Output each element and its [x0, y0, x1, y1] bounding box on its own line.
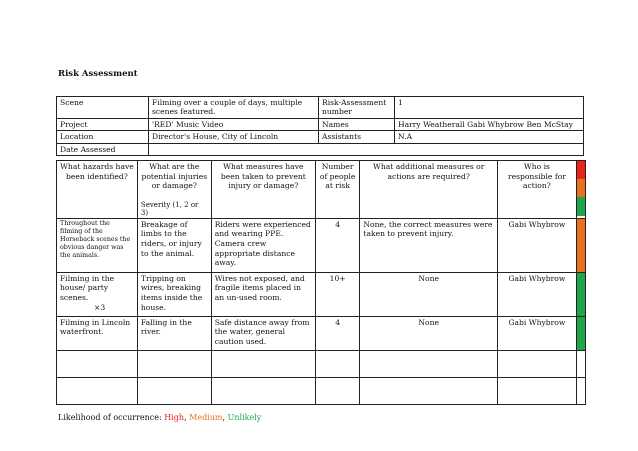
row-measures: Riders were experienced and wearing PPE. Camera crew appropriate distance away.: [211, 218, 315, 272]
row-number: 4: [315, 218, 360, 272]
empty-cell: [360, 350, 498, 377]
risk-band-high: [577, 161, 585, 179]
header-additional: What additional measures or actions are required?: [360, 161, 498, 219]
header-injuries: [137, 161, 211, 219]
project-label: Project: [57, 118, 149, 130]
header-hazards: What hazards have been identified?: [57, 161, 138, 219]
empty-cell: [137, 377, 211, 404]
row-measures: Safe distance away from the water, general caution used.: [211, 316, 315, 350]
table-row: [57, 272, 586, 316]
risk-number-value: 1: [395, 97, 584, 119]
scene-value: Filming over a couple of days, multiple scenes featured.: [149, 97, 319, 119]
row-hazard-note: ×3: [94, 302, 106, 312]
scene-label: Scene: [57, 97, 149, 119]
page-title: Risk Assessment: [58, 69, 138, 79]
empty-cell: [137, 350, 211, 377]
assistants-value: N.A: [395, 131, 584, 143]
row-injury: Breakage of limbs to the riders, or injury to the animal.: [137, 218, 211, 272]
info-row-scene: [57, 97, 584, 119]
risk-number-label: Risk-Assessment number: [319, 97, 395, 119]
risk-indicator: [576, 316, 585, 350]
risk-indicator: [576, 272, 585, 316]
legend-high: High: [164, 413, 185, 422]
table-row: [57, 218, 586, 272]
row-responsible: Gabi Whybrow: [497, 218, 576, 272]
row-injury: Falling in the river.: [137, 316, 211, 350]
likelihood-legend: [58, 413, 261, 422]
table-row-empty: [57, 377, 586, 404]
row-additional: None: [360, 272, 498, 316]
risk-indicator: [576, 350, 585, 377]
date-value: [149, 143, 584, 155]
date-label: Date Assessed: [57, 143, 149, 155]
row-hazard: [57, 272, 138, 316]
empty-cell: [497, 377, 576, 404]
row-additional: None, the correct measures were taken to prevent injury.: [360, 218, 498, 272]
assistants-label: Assistants: [319, 131, 395, 143]
row-number: 10+: [315, 272, 360, 316]
row-hazard-text: Filming in the house/ party scenes.: [60, 273, 115, 302]
table-row: [57, 316, 586, 350]
row-hazard: Filming in Lincoln waterfront.: [57, 316, 138, 350]
hazard-table: [56, 160, 586, 405]
row-additional: None: [360, 316, 498, 350]
info-table: [56, 96, 584, 156]
legend-separator: ,: [222, 413, 228, 422]
row-number: 4: [315, 316, 360, 350]
legend-separator: ,: [184, 413, 190, 422]
info-row-location: [57, 131, 584, 143]
row-hazard: Throughout the filming of the Horseback scenes the obvious danger was the animals.: [57, 218, 138, 272]
empty-cell: [57, 350, 138, 377]
row-measures: Wires not exposed, and fragile items placed in an un-used room.: [211, 272, 315, 316]
legend-low: Unlikely: [227, 413, 262, 422]
empty-cell: [315, 350, 360, 377]
legend-prefix: Likelihood of occurrence:: [58, 413, 165, 422]
names-label: Names: [319, 118, 395, 130]
names-value: Harry Weatherall Gabi Whybrow Ben McStay: [395, 118, 584, 130]
info-row-date: [57, 143, 584, 155]
header-severity: Severity (1, 2 or 3): [140, 200, 199, 217]
risk-indicator-header: [576, 161, 585, 219]
empty-cell: [211, 350, 315, 377]
row-injury: Tripping on wires, breaking items inside the house.: [137, 272, 211, 316]
header-number: Number of people at risk: [315, 161, 360, 219]
empty-cell: [497, 350, 576, 377]
header-responsible: Who is responsible for action?: [497, 161, 576, 219]
project-value: 'RED' Music Video: [149, 118, 319, 130]
risk-band-low: [577, 197, 585, 216]
row-responsible: Gabi Whybrow: [497, 272, 576, 316]
header-injuries-label: What are the potential injuries or damage?: [141, 162, 208, 191]
risk-indicator: [576, 377, 585, 404]
table-header-row: [57, 161, 586, 219]
info-row-project: [57, 118, 584, 130]
table-row-empty: [57, 350, 586, 377]
empty-cell: [360, 377, 498, 404]
header-measures: What measures have been taken to prevent injury or damage?: [211, 161, 315, 219]
location-value: Director's House, City of Lincoln: [149, 131, 319, 143]
empty-cell: [315, 377, 360, 404]
legend-medium: Medium: [189, 413, 223, 422]
risk-band-medium: [577, 179, 585, 197]
row-responsible: Gabi Whybrow: [497, 316, 576, 350]
empty-cell: [211, 377, 315, 404]
risk-indicator: [576, 218, 585, 272]
empty-cell: [57, 377, 138, 404]
location-label: Location: [57, 131, 149, 143]
